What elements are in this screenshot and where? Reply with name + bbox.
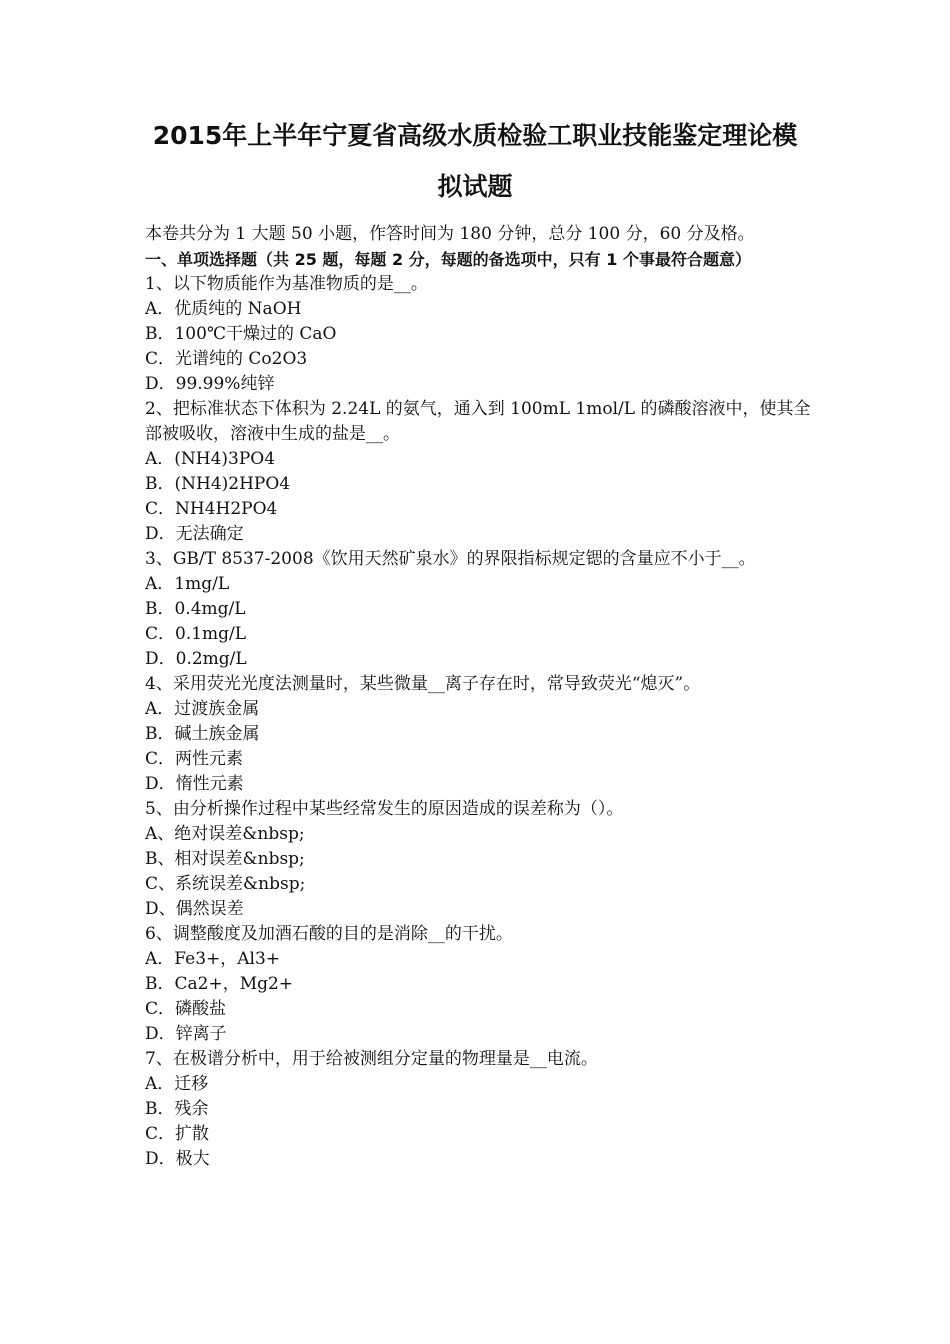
question-4 — [145, 672, 815, 797]
question-stem: 6、调整酸度及加酒石酸的目的是消除__的干扰。 — [145, 924, 513, 944]
option-c: C．NH4H2PO4 — [145, 499, 278, 519]
option-b: B．碱土族金属 — [145, 724, 260, 744]
option-b: B．100℃干燥过的 CaO — [145, 324, 337, 344]
question-2 — [145, 397, 815, 547]
option-b: B．0.4mg/L — [145, 599, 246, 619]
option-d: D．0.2mg/L — [145, 649, 247, 669]
option-c: C．扩散 — [145, 1124, 210, 1144]
document-body — [145, 222, 815, 1172]
option-d: D．无法确定 — [145, 524, 244, 544]
option-c: C．0.1mg/L — [145, 624, 247, 644]
exam-intro: 本卷共分为 1 大题 50 小题，作答时间为 180 分钟，总分 100 分，60 分及格。 — [145, 224, 755, 244]
option-b: B．(NH4)2HPO4 — [145, 474, 291, 494]
option-b: B．残余 — [145, 1099, 209, 1119]
question-stem: 7、在极谱分析中，用于给被测组分定量的物理量是__电流。 — [145, 1049, 598, 1069]
option-b: B、相对误差&nbsp; — [145, 849, 305, 869]
question-stem: 2、把标准状态下体积为 2.24L 的氨气，通入到 100mL 1mol/L 的磷酸溶液中，使其全部被吸收，溶液中生成的盐是__。 — [145, 399, 811, 444]
option-a: A、绝对误差&nbsp; — [145, 824, 305, 844]
option-d: D．惰性元素 — [145, 774, 244, 794]
question-stem: 4、采用荧光光度法测量时，某些微量__离子存在时，常导致荧光“熄灭”。 — [145, 674, 701, 694]
document-title-line-2: 拟试题 — [437, 172, 513, 201]
question-stem: 1、以下物质能作为基准物质的是__。 — [145, 274, 428, 294]
question-stem: 3、GB/T 8537-2008《饮用天然矿泉水》的界限指标规定锶的含量应不小于__。 — [145, 549, 756, 569]
document-title-line-1: 2015年上半年宁夏省高级水质检验工职业技能鉴定理论模 — [152, 121, 798, 150]
option-c: C．两性元素 — [145, 749, 244, 769]
option-d: D．极大 — [145, 1149, 210, 1169]
option-a: A．优质纯的 NaOH — [145, 299, 302, 319]
question-1 — [145, 272, 815, 397]
option-a: A．迁移 — [145, 1074, 209, 1094]
option-b: B．Ca2+，Mg2+ — [145, 974, 294, 994]
option-a: A．(NH4)3PO4 — [145, 449, 276, 469]
option-a: A．1mg/L — [145, 574, 230, 594]
option-d: D．99.99%纯锌 — [145, 374, 275, 394]
question-7 — [145, 1047, 815, 1172]
question-3 — [145, 547, 815, 672]
option-c: C、系统误差&nbsp; — [145, 874, 306, 894]
option-c: C．光谱纯的 Co2O3 — [145, 349, 308, 369]
option-a: A．Fe3+，Al3+ — [145, 949, 281, 969]
question-5 — [145, 797, 815, 922]
option-c: C．磷酸盐 — [145, 999, 227, 1019]
option-d: D、偶然误差 — [145, 899, 244, 919]
option-a: A．过渡族金属 — [145, 699, 260, 719]
question-list — [145, 272, 815, 1172]
section-heading: 一、单项选择题（共 25 题，每题 2 分，每题的备选项中，只有 1 个事最符合题意） — [145, 250, 751, 269]
question-stem: 5、由分析操作过程中某些经常发生的原因造成的误差称为（）。 — [145, 799, 624, 819]
question-6 — [145, 922, 815, 1047]
option-d: D．锌离子 — [145, 1024, 227, 1044]
